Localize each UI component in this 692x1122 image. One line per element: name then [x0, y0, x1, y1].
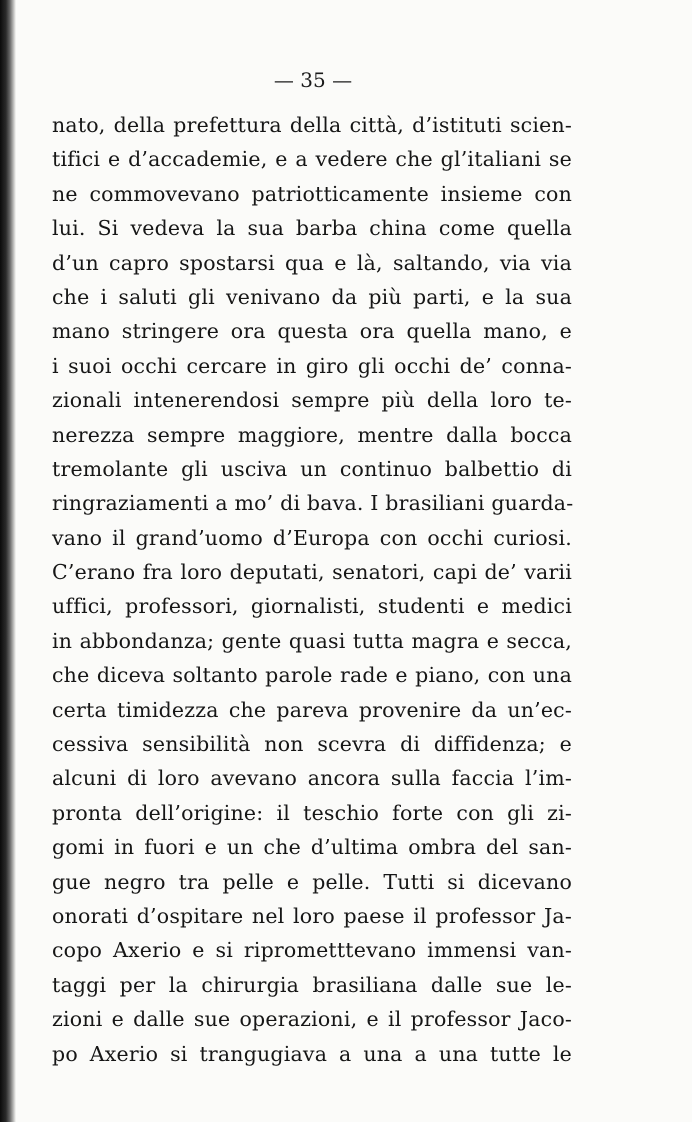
text-line: che i saluti gli venivano da più parti, e la sua: [52, 284, 572, 309]
text-line: pronta dell’origine: il teschio forte con gli zi-: [52, 800, 572, 825]
body-text: [52, 108, 572, 1071]
text-line: ringraziamenti a mo’ di bava. I brasiliani guarda-: [52, 491, 574, 516]
text-line: mano stringere ora questa ora quella mano, e: [52, 319, 572, 344]
text-line: in abbondanza; gente quasi tutta magra e secca,: [52, 628, 572, 653]
text-line: uffici, professori, giornalisti, studenti e medici: [52, 594, 572, 619]
text-line: taggi per la chirurgia brasiliana dalle sue le-: [52, 972, 572, 997]
text-line: C’erano fra loro deputati, senatori, capi de’ varii: [52, 560, 572, 585]
text-line: i suoi occhi cercare in giro gli occhi de’ conna-: [52, 353, 572, 378]
text-line: ne commovevano patriotticamente insieme con: [52, 181, 572, 206]
text-line: gomi in fuori e un che d’ultima ombra del san-: [52, 835, 572, 860]
text-line: gue negro tra pelle e pelle. Tutti si dicevano: [52, 869, 572, 894]
text-line: copo Axerio e si riprometttevano immensi van-: [52, 938, 572, 963]
text-line: alcuni di loro avevano ancora sulla faccia l’im-: [52, 766, 572, 791]
text-line: tifici e d’accademie, e a vedere che gl’italiani se: [52, 147, 572, 172]
text-line: certa timidezza che pareva provenire da un’ec-: [52, 697, 572, 722]
text-line: zioni e dalle sue operazioni, e il professor Jaco-: [52, 1007, 572, 1032]
text-line: vano il grand’uomo d’Europa con occhi curiosi.: [52, 525, 572, 550]
text-line: onorati d’ospitare nel loro paese il professor Ja-: [52, 903, 572, 928]
text-line: zionali intenerendosi sempre più della loro te-: [52, 388, 572, 413]
text-line: che diceva soltanto parole rade e piano, con una: [52, 663, 572, 688]
page-number: — 35 —: [273, 68, 353, 92]
text-line: d’un capro spostarsi qua e là, saltando, via via: [52, 250, 572, 275]
text-line: nerezza sempre maggiore, mentre dalla bocca: [52, 422, 572, 447]
book-page: [52, 60, 572, 1071]
text-line: tremolante gli usciva un continuo balbettio di: [52, 456, 572, 481]
text-line: po Axerio si trangugiava a una a una tutte le: [52, 1041, 572, 1066]
text-line: nato, della prefettura della città, d’istituti scien-: [52, 113, 572, 137]
text-line: cessiva sensibilità non scevra di diffidenza; e: [52, 732, 572, 757]
book-binding-edge: [0, 0, 16, 1122]
text-line: lui. Si vedeva la sua barba china come quella: [52, 216, 572, 241]
